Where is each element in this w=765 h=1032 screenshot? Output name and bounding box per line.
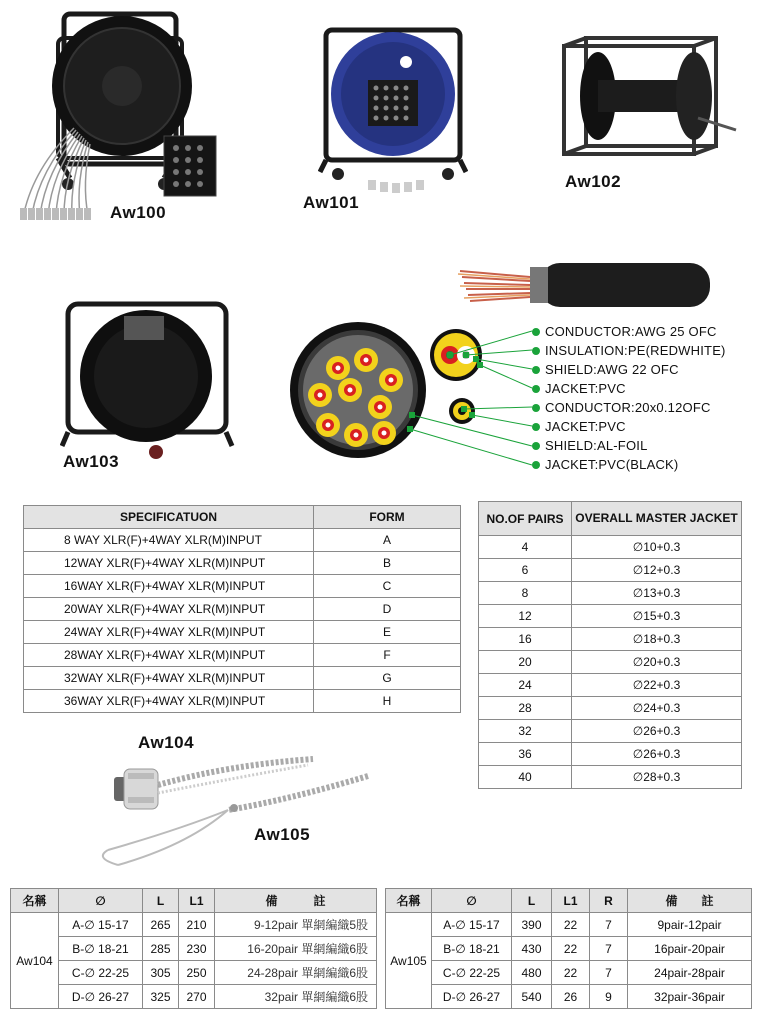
table-row: 20WAY XLR(F)+4WAY XLR(M)INPUT D xyxy=(24,598,461,621)
aw105-cable-grip-photo xyxy=(88,770,378,880)
table-row: 16WAY XLR(F)+4WAY XLR(M)INPUT C xyxy=(24,575,461,598)
table-row: 32WAY XLR(F)+4WAY XLR(M)INPUT G xyxy=(24,667,461,690)
aw105-spec-table xyxy=(385,888,752,1009)
green-dot-icon xyxy=(532,442,540,450)
specification-table xyxy=(23,505,461,713)
legend-item-jacket-3: JACKET:PVC(BLACK) xyxy=(532,457,678,472)
legend-item-conductor: CONDUCTOR:AWG 25 OFC xyxy=(532,324,717,339)
table-row: 12WAY XLR(F)+4WAY XLR(M)INPUT B xyxy=(24,552,461,575)
aw105-name-cell: Aw105 xyxy=(386,913,432,1009)
table-row: 28 ∅24+0.3 xyxy=(479,697,742,720)
table-row: 12 ∅15+0.3 xyxy=(479,605,742,628)
aw102-label: Aw102 xyxy=(565,172,622,191)
green-dot-icon xyxy=(532,423,540,431)
aw104-name-cell: Aw104 xyxy=(11,913,59,1009)
aw103-reel-photo xyxy=(60,296,235,461)
col-form: FORM xyxy=(314,506,461,529)
col-no-of-pairs: NO.OF PAIRS xyxy=(479,502,572,536)
legend-item-shield-2: SHIELD:AL-FOIL xyxy=(532,438,648,453)
table-row: C-∅ 22-25 305 250 24-28pair 單網編織6股 xyxy=(11,961,377,985)
table-row: Aw104 A-∅ 15-17 265 210 9-12pair 單網編織5股 xyxy=(11,913,377,937)
table-row: 4 ∅10+0.3 xyxy=(479,536,742,559)
green-dot-icon xyxy=(532,347,540,355)
pairs-table xyxy=(478,501,742,789)
aw101-reel-photo xyxy=(318,22,468,197)
col-overall-master-jacket: OVERALL MASTER JACKET xyxy=(572,502,742,536)
aw105-label: Aw105 xyxy=(254,825,311,844)
aw102-reel-photo xyxy=(558,36,738,166)
green-dot-icon xyxy=(532,328,540,336)
table-row: D-∅ 26-27 325 270 32pair 單網編織6股 xyxy=(11,985,377,1009)
table-row: 24 ∅22+0.3 xyxy=(479,674,742,697)
aw104-spec-table xyxy=(10,888,377,1009)
legend-item-shield: SHIELD:AWG 22 OFC xyxy=(532,362,679,377)
table-row: 24WAY XLR(F)+4WAY XLR(M)INPUT E xyxy=(24,621,461,644)
table-row: 8 ∅13+0.3 xyxy=(479,582,742,605)
table-row: 28WAY XLR(F)+4WAY XLR(M)INPUT F xyxy=(24,644,461,667)
table-header-row xyxy=(479,502,742,536)
table-row: 16 ∅18+0.3 xyxy=(479,628,742,651)
table-row: B-∅ 18-21 430 22 7 16pair-20pair xyxy=(386,937,752,961)
table-row: Aw105 A-∅ 15-17 390 22 7 9pair-12pair xyxy=(386,913,752,937)
table-row: 6 ∅12+0.3 xyxy=(479,559,742,582)
table-header-row: 名稱 ∅ L L1 R 備 註 xyxy=(386,889,752,913)
green-dot-icon xyxy=(532,366,540,374)
green-dot-icon xyxy=(532,385,540,393)
col-specification: SPECIFICATUON xyxy=(24,506,314,529)
table-row: B-∅ 18-21 285 230 16-20pair 單網編織6股 xyxy=(11,937,377,961)
legend-item-jacket: JACKET:PVC xyxy=(532,381,626,396)
table-row: D-∅ 26-27 540 26 9 32pair-36pair xyxy=(386,985,752,1009)
table-row: 20 ∅20+0.3 xyxy=(479,651,742,674)
aw101-label: Aw101 xyxy=(303,193,360,212)
aw100-label: Aw100 xyxy=(110,203,167,222)
table-row: 36 ∅26+0.3 xyxy=(479,743,742,766)
green-dot-icon xyxy=(532,404,540,412)
table-header-row xyxy=(24,506,461,529)
green-dot-icon xyxy=(532,461,540,469)
table-header-row: 名稱 ∅ L L1 備 註 xyxy=(11,889,377,913)
aw100-reel-photo xyxy=(14,8,224,223)
table-row: 8 WAY XLR(F)+4WAY XLR(M)INPUT A xyxy=(24,529,461,552)
aw103-label: Aw103 xyxy=(63,452,120,471)
table-row: 36WAY XLR(F)+4WAY XLR(M)INPUT H xyxy=(24,690,461,713)
legend-item-conductor-2: CONDUCTOR:20x0.12OFC xyxy=(532,400,711,415)
table-row: 40 ∅28+0.3 xyxy=(479,766,742,789)
legend-item-insulation: INSULATION:PE(REDWHITE) xyxy=(532,343,726,358)
table-row: C-∅ 22-25 480 22 7 24pair-28pair xyxy=(386,961,752,985)
table-row: 32 ∅26+0.3 xyxy=(479,720,742,743)
aw104-label: Aw104 xyxy=(138,733,195,752)
legend-item-jacket-2: JACKET:PVC xyxy=(532,419,626,434)
